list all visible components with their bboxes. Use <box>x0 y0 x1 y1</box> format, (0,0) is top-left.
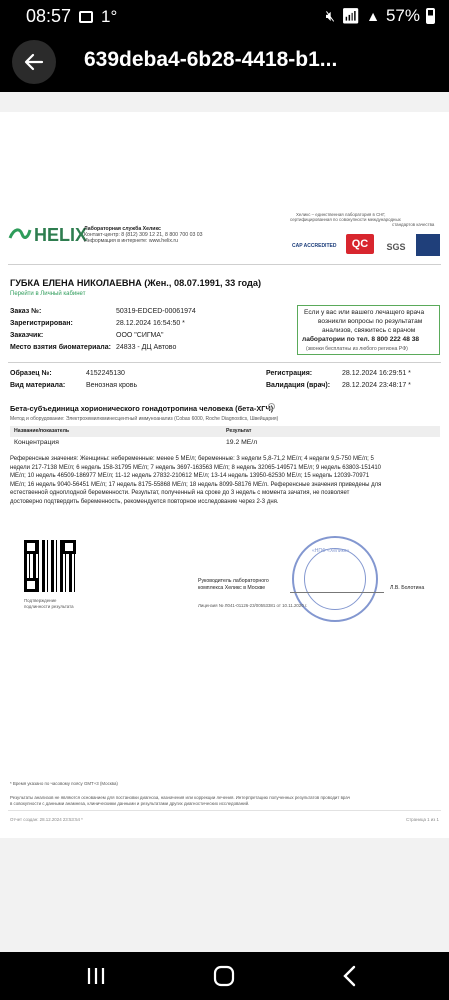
gallery-icon <box>79 11 93 23</box>
lab-stamp <box>292 536 378 622</box>
qr-caption-2: подлинности результата <box>24 604 74 609</box>
sgs-badge <box>384 234 408 256</box>
report-created: Отчет создан: 28.12.2024 23:53:54 * <box>10 817 83 822</box>
patient-name: ГУБКА ЕЛЕНА НИКОЛАЕВНА (Жен., 08.07.1991, 33 года) <box>10 278 262 288</box>
cap-badge-text: CAP ACCREDITED <box>292 243 337 249</box>
contact-line: Контакт-центр: 8 (812) 309 12 21, 8 800 700 03 03 <box>84 232 203 238</box>
notice-line-4: лаборатории по тел. 8 800 222 48 38 <box>302 336 420 343</box>
sampling-place-value: 24833 - ДЦ Автово <box>116 344 177 351</box>
signal-icon: ▲ <box>366 8 380 24</box>
document-title: 639deba4-6b28-4418-b1... <box>84 48 338 71</box>
ref-line: Референсные значения: Женщины: небеременные: менее 5 МЕ/л; беременные: 3 недели 5,8-71,2 МЕ/л; 4 недели 9,5-750 МЕ/л; 5 <box>10 456 374 462</box>
qc-badge <box>346 234 374 254</box>
head-line-2: комплекса Хеликс в Москве <box>198 585 266 591</box>
head-name: Л.В. Болотина <box>390 585 425 591</box>
helix-logo-icon <box>8 224 32 244</box>
status-extra: 1° <box>101 6 118 26</box>
app-bar <box>0 32 449 92</box>
cert-note-2: сертифицированная по совокупности международных <box>290 217 401 222</box>
report-page <box>0 112 449 838</box>
mute-icon: 🔇︎ <box>325 7 336 25</box>
col-name-header: Название/показатель <box>14 428 70 434</box>
status-bar <box>0 0 449 32</box>
validation-label: Валидация (врач): <box>266 382 331 389</box>
ref-line: недели 217-7138 МЕ/л; 6 недель 158-31795 МЕ/л; 7 недель 3697-163563 МЕ/л; 8 недель 32065-149571 МЕ/л; 9 недель 63803-151410 <box>10 464 381 471</box>
back-button[interactable] <box>12 40 56 84</box>
results-table <box>10 426 440 450</box>
footer-divider <box>8 810 441 811</box>
registered-label: Зарегистрирован: <box>10 320 73 327</box>
test-title: Бета-субъединица хорионического гонадотропина человека (бета-ХГЧ) <box>10 404 274 413</box>
internet-line: Информация в интернете: www.helix.ru <box>84 238 179 244</box>
notice-line-2: возникли вопросы по результатам <box>318 318 423 325</box>
license-line: Лицензия № Л041-01126-23/00553381 от 10.11.2020 г. <box>198 603 308 608</box>
lab-stamp-inner <box>304 548 366 610</box>
material-label: Вид материала: <box>10 382 66 389</box>
ref-line: естественной одноплодной беременности. Результат, полученный на сроке до 3 недель с момента зачатия, не позволяет <box>10 490 350 497</box>
wifi-icon: 📶︎ <box>341 8 361 25</box>
sample-label: Образец №: <box>10 370 52 377</box>
doctor-notice-box <box>297 305 440 355</box>
nav-back-button[interactable] <box>338 964 362 988</box>
chevron-left-icon <box>338 964 362 988</box>
order-label: Заказ №: <box>10 308 42 315</box>
material-value: Венозная кровь <box>86 382 138 389</box>
result-row-value: 19.2 МЕ/л <box>226 439 258 446</box>
test-method: Метод и оборудование: Электрохемилюминесцентный иммуноанализ (Cobas 6000, Roche Diagnostics, Швейцария) <box>10 416 279 422</box>
disclaimer-line-2: в совокупности с данными анамнеза, клиническими данными и результатами других диагностических исследований. <box>10 801 250 806</box>
cabinet-link[interactable]: Перейти в Личный кабинет <box>10 291 86 297</box>
notice-line-1: Если у вас или вашего лечащего врача <box>304 309 425 316</box>
lab-name: Лабораторная служба Хеликс <box>84 226 161 232</box>
page-number: Страница 1 из 1 <box>406 817 439 822</box>
ref-line: достоверно подтвердить беременность, рекомендуется повторное исследование через 2-3 дня. <box>10 498 279 505</box>
result-row-name: Концентрация <box>14 439 59 446</box>
head-line-1: Руководитель лабораторного <box>198 578 269 584</box>
system-nav-bar <box>0 952 449 1000</box>
customer-label: Заказчик: <box>10 332 44 339</box>
notice-line-3: анализов, свяжитесь с врачом <box>322 327 416 334</box>
recent-apps-icon <box>84 964 108 988</box>
registration-value: 28.12.2024 16:29:51 * <box>342 370 411 377</box>
validation-value: 28.12.2024 23:48:17 * <box>342 382 411 389</box>
col-result-header: Результат <box>226 428 252 434</box>
reference-values <box>10 455 442 507</box>
recent-apps-button[interactable] <box>84 964 108 988</box>
time-note: * Время указано по часовому поясу GMT+3 (Москва) <box>10 781 118 786</box>
registration-label: Регистрация: <box>266 370 313 377</box>
battery-icon <box>426 8 435 24</box>
sampling-place-label: Место взятия биоматериала: <box>10 344 111 351</box>
home-icon <box>212 964 236 988</box>
info-icon <box>268 403 275 410</box>
stamp-text: «НПФ «Хеликс» <box>312 548 350 554</box>
global-badge <box>416 234 440 256</box>
sample-value: 4152245130 <box>86 370 125 377</box>
disclaimer-line-1: Результаты анализов не являются основанием для постановки диагноза, назначения или коррекции лечения. Интерпретацию полученных результатов проводит врач <box>10 795 350 800</box>
qc-badge-text: QC <box>351 238 369 250</box>
qr-corner <box>24 540 38 554</box>
brand-name: HELIX <box>34 225 88 245</box>
order-value: 50319-EDCED-00061974 <box>116 308 196 315</box>
customer-value: ООО "СИГМА" <box>116 332 164 339</box>
qr-corner <box>24 578 38 592</box>
arrow-left-icon <box>24 52 44 72</box>
qr-caption-1: Подтверждение <box>24 598 57 603</box>
registered-value: 28.12.2024 16:54:50 * <box>116 320 185 327</box>
sgs-badge-text: SGS <box>386 242 406 252</box>
cert-note-3: стандартов качества <box>392 222 435 227</box>
home-button[interactable] <box>212 964 236 988</box>
header-divider <box>8 264 441 265</box>
battery-text: 57% <box>385 6 420 25</box>
ref-line: МЕ/л; 16 недель 9040-56451 МЕ/л; 17 недель 8175-55868 МЕ/л; 18 недель 8099-58176 МЕ/л. Референсные значения приведены для <box>10 481 382 488</box>
cert-note-1: Хеликс – единственная лаборатория в СНГ, <box>296 212 386 217</box>
signature-line <box>290 592 384 593</box>
cap-badge <box>292 234 340 254</box>
order-divider <box>8 362 441 363</box>
notice-line-5: (звонки бесплатны из любого региона РФ) <box>306 346 408 352</box>
status-time: 08:57 <box>26 6 72 26</box>
qr-corner <box>62 540 76 554</box>
ref-line: МЕ/л; 10 недель 46509-186977 МЕ/л; 11-12 недель 27832-210612 МЕ/л; 13-14 недель 13950-62530 МЕ/л; 15 недель 12039-70971 <box>10 473 370 480</box>
